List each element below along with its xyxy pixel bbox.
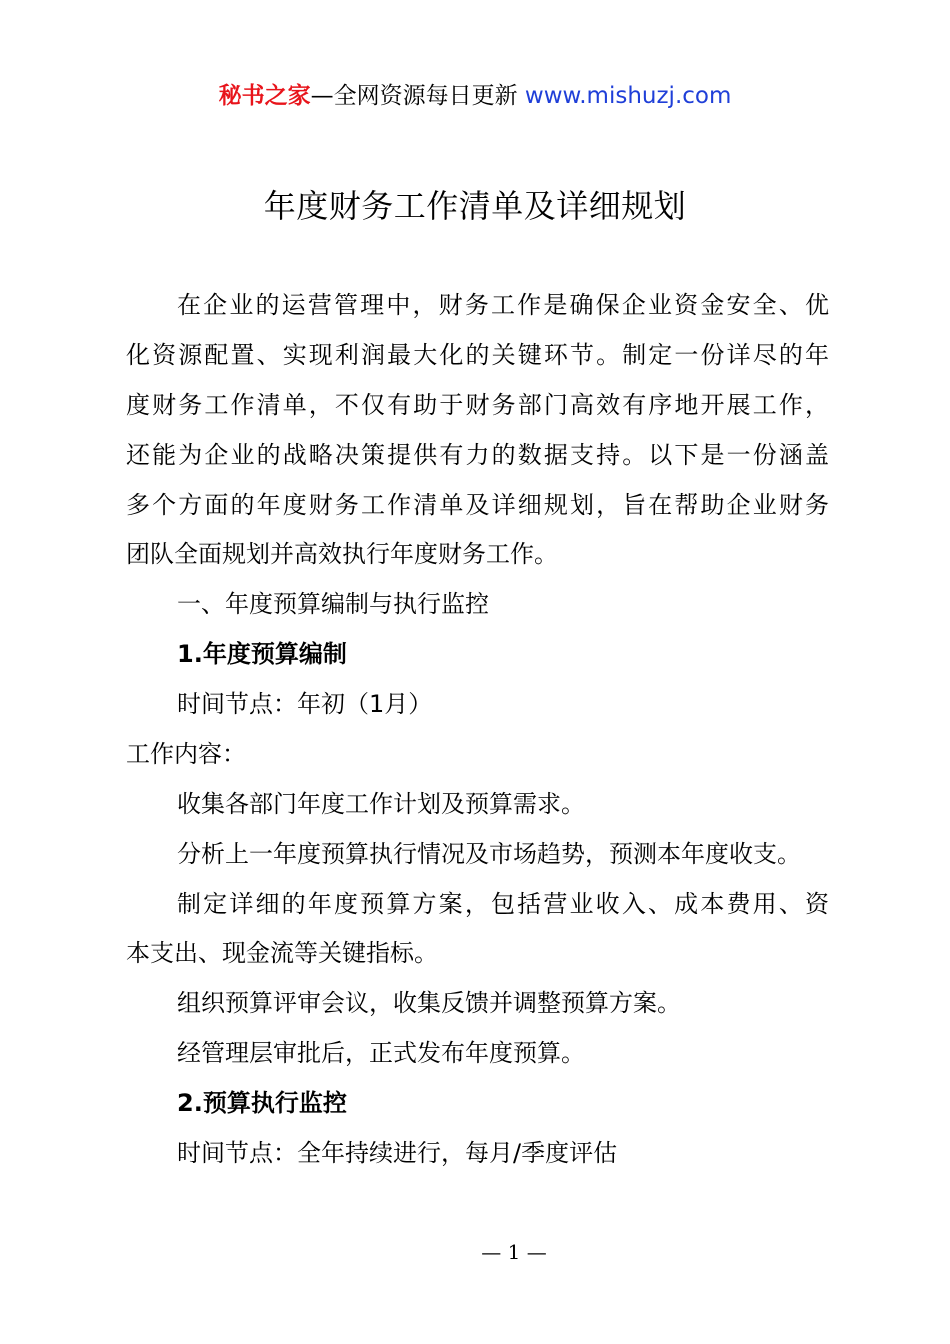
paragraph-line: 化资源配置、实现利润最大化的关键环节。制定一份详尽的年: [126, 341, 829, 369]
paragraph-line: 度财务工作清单，不仅有助于财务部门高效有序地开展工作，: [126, 391, 829, 419]
list-item: 经管理层审批后，正式发布年度预算。: [177, 1039, 585, 1067]
site-url-link[interactable]: www.mishuzj.com: [524, 83, 732, 109]
subsection-heading: 1.年度预算编制: [177, 640, 347, 668]
section-heading: 一、年度预算编制与执行监控: [177, 590, 489, 618]
list-item: 制定详细的年度预算方案，包括营业收入、成本费用、资: [177, 890, 829, 918]
paragraph-line: 还能为企业的战略决策提供有力的数据支持。以下是一份涵盖: [126, 441, 829, 469]
list-item-continued: 本支出、现金流等关键指标。: [126, 939, 438, 967]
header-tagline: —全网资源每日更新: [310, 83, 525, 109]
list-item: 组织预算评审会议，收集反馈并调整预算方案。: [177, 989, 681, 1017]
work-content-label: 工作内容：: [126, 740, 246, 768]
site-header: [0, 80, 950, 112]
brand-name: 秘书之家: [218, 83, 311, 109]
paragraph-line: 多个方面的年度财务工作清单及详细规划，旨在帮助企业财务: [126, 491, 829, 519]
time-node-text: 时间节点：全年持续进行，每月/季度评估: [177, 1139, 618, 1167]
time-node-text: 时间节点：年初（1月）: [177, 690, 433, 718]
paragraph-line: 团队全面规划并高效执行年度财务工作。: [126, 540, 558, 568]
list-item: 分析上一年度预算执行情况及市场趋势，预测本年度收支。: [177, 840, 801, 868]
document-title: 年度财务工作清单及详细规划: [263, 187, 687, 225]
subsection-heading: 2.预算执行监控: [177, 1089, 347, 1117]
page-number: — 1 —: [481, 1240, 547, 1264]
paragraph-line: 在企业的运营管理中，财务工作是确保企业资金安全、优: [177, 291, 829, 319]
list-item: 收集各部门年度工作计划及预算需求。: [177, 790, 585, 818]
